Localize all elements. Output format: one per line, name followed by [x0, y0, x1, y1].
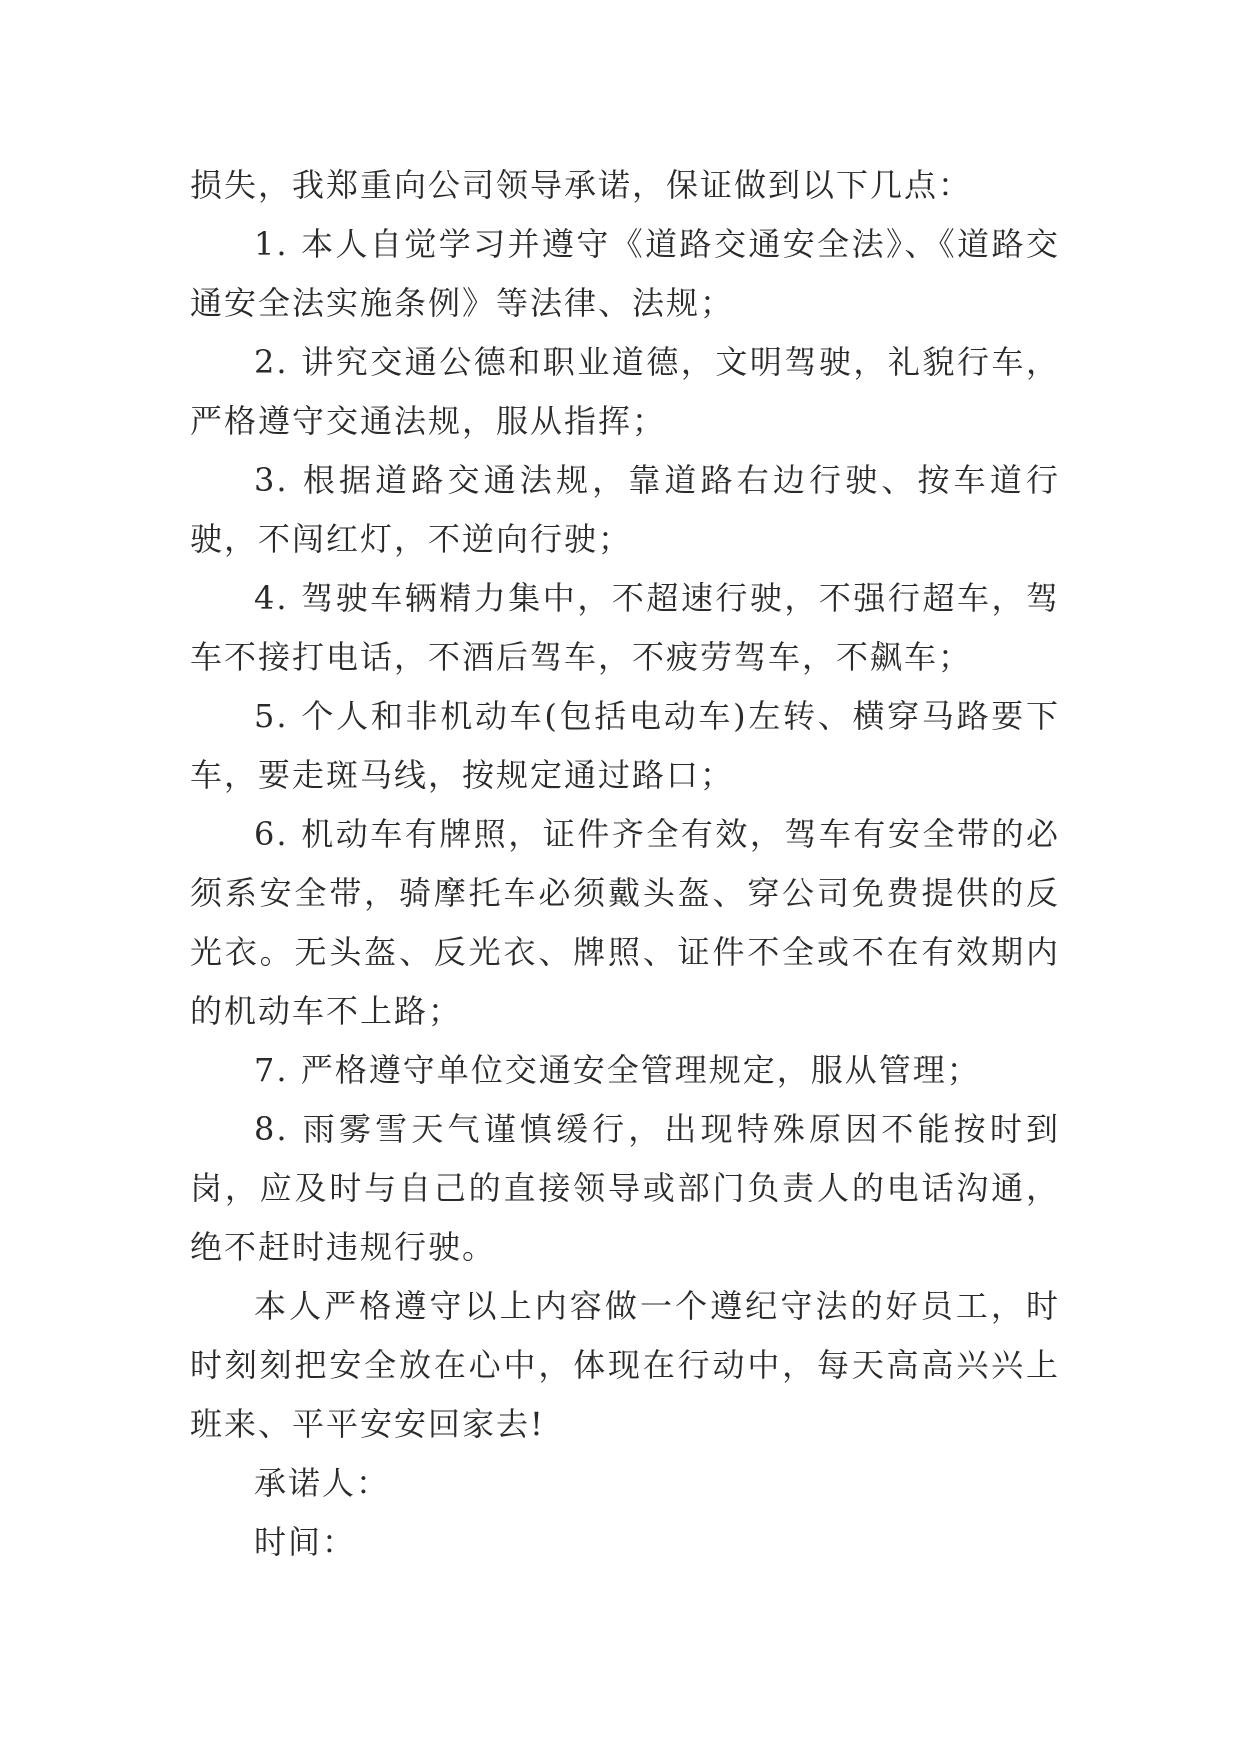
document-body: [190, 156, 1060, 1572]
signature-label: 承诺人：: [254, 1464, 391, 1502]
paragraph-item-3: 3. 根据道路交通法规，靠道路右边行驶、按车道行驶，不闯红灯，不逆向行驶；: [190, 461, 1060, 558]
date-label: 时间：: [254, 1523, 357, 1561]
paragraph-conclusion: 本人严格遵守以上内容做一个遵纪守法的好员工，时时刻刻把安全放在心中，体现在行动中，每天高高兴兴上班来、平平安安回家去!: [190, 1287, 1060, 1443]
paragraph-item-2: 2. 讲究交通公德和职业道德，文明驾驶，礼貌行车，严格遵守交通法规，服从指挥；: [190, 343, 1060, 440]
paragraph-item-8: 8. 雨雾雪天气谨慎缓行，出现特殊原因不能按时到岗，应及时与自己的直接领导或部门负责人的电话沟通，绝不赶时违规行驶。: [190, 1110, 1060, 1266]
paragraph-intro: 损失，我郑重向公司领导承诺，保证做到以下几点：: [190, 166, 973, 204]
paragraph-item-1: 1. 本人自觉学习并遵守《道路交通安全法》、《道路交通安全法实施条例》等法律、法规；: [190, 225, 1060, 322]
paragraph-item-6: 6. 机动车有牌照，证件齐全有效，驾车有安全带的必须系安全带，骑摩托车必须戴头盔、穿公司免费提供的反光衣。无头盔、反光衣、牌照、证件不全或不在有效期内的机动车不上路；: [190, 815, 1060, 1030]
paragraph-item-7: 7. 严格遵守单位交通安全管理规定，服从管理；: [254, 1051, 981, 1089]
paragraph-item-4: 4. 驾驶车辆精力集中，不超速行驶，不强行超车，驾车不接打电话，不酒后驾车，不疲劳驾车，不飙车；: [190, 579, 1060, 676]
paragraph-item-5: 5. 个人和非机动车(包括电动车)左转、横穿马路要下车，要走斑马线，按规定通过路口；: [190, 697, 1060, 794]
